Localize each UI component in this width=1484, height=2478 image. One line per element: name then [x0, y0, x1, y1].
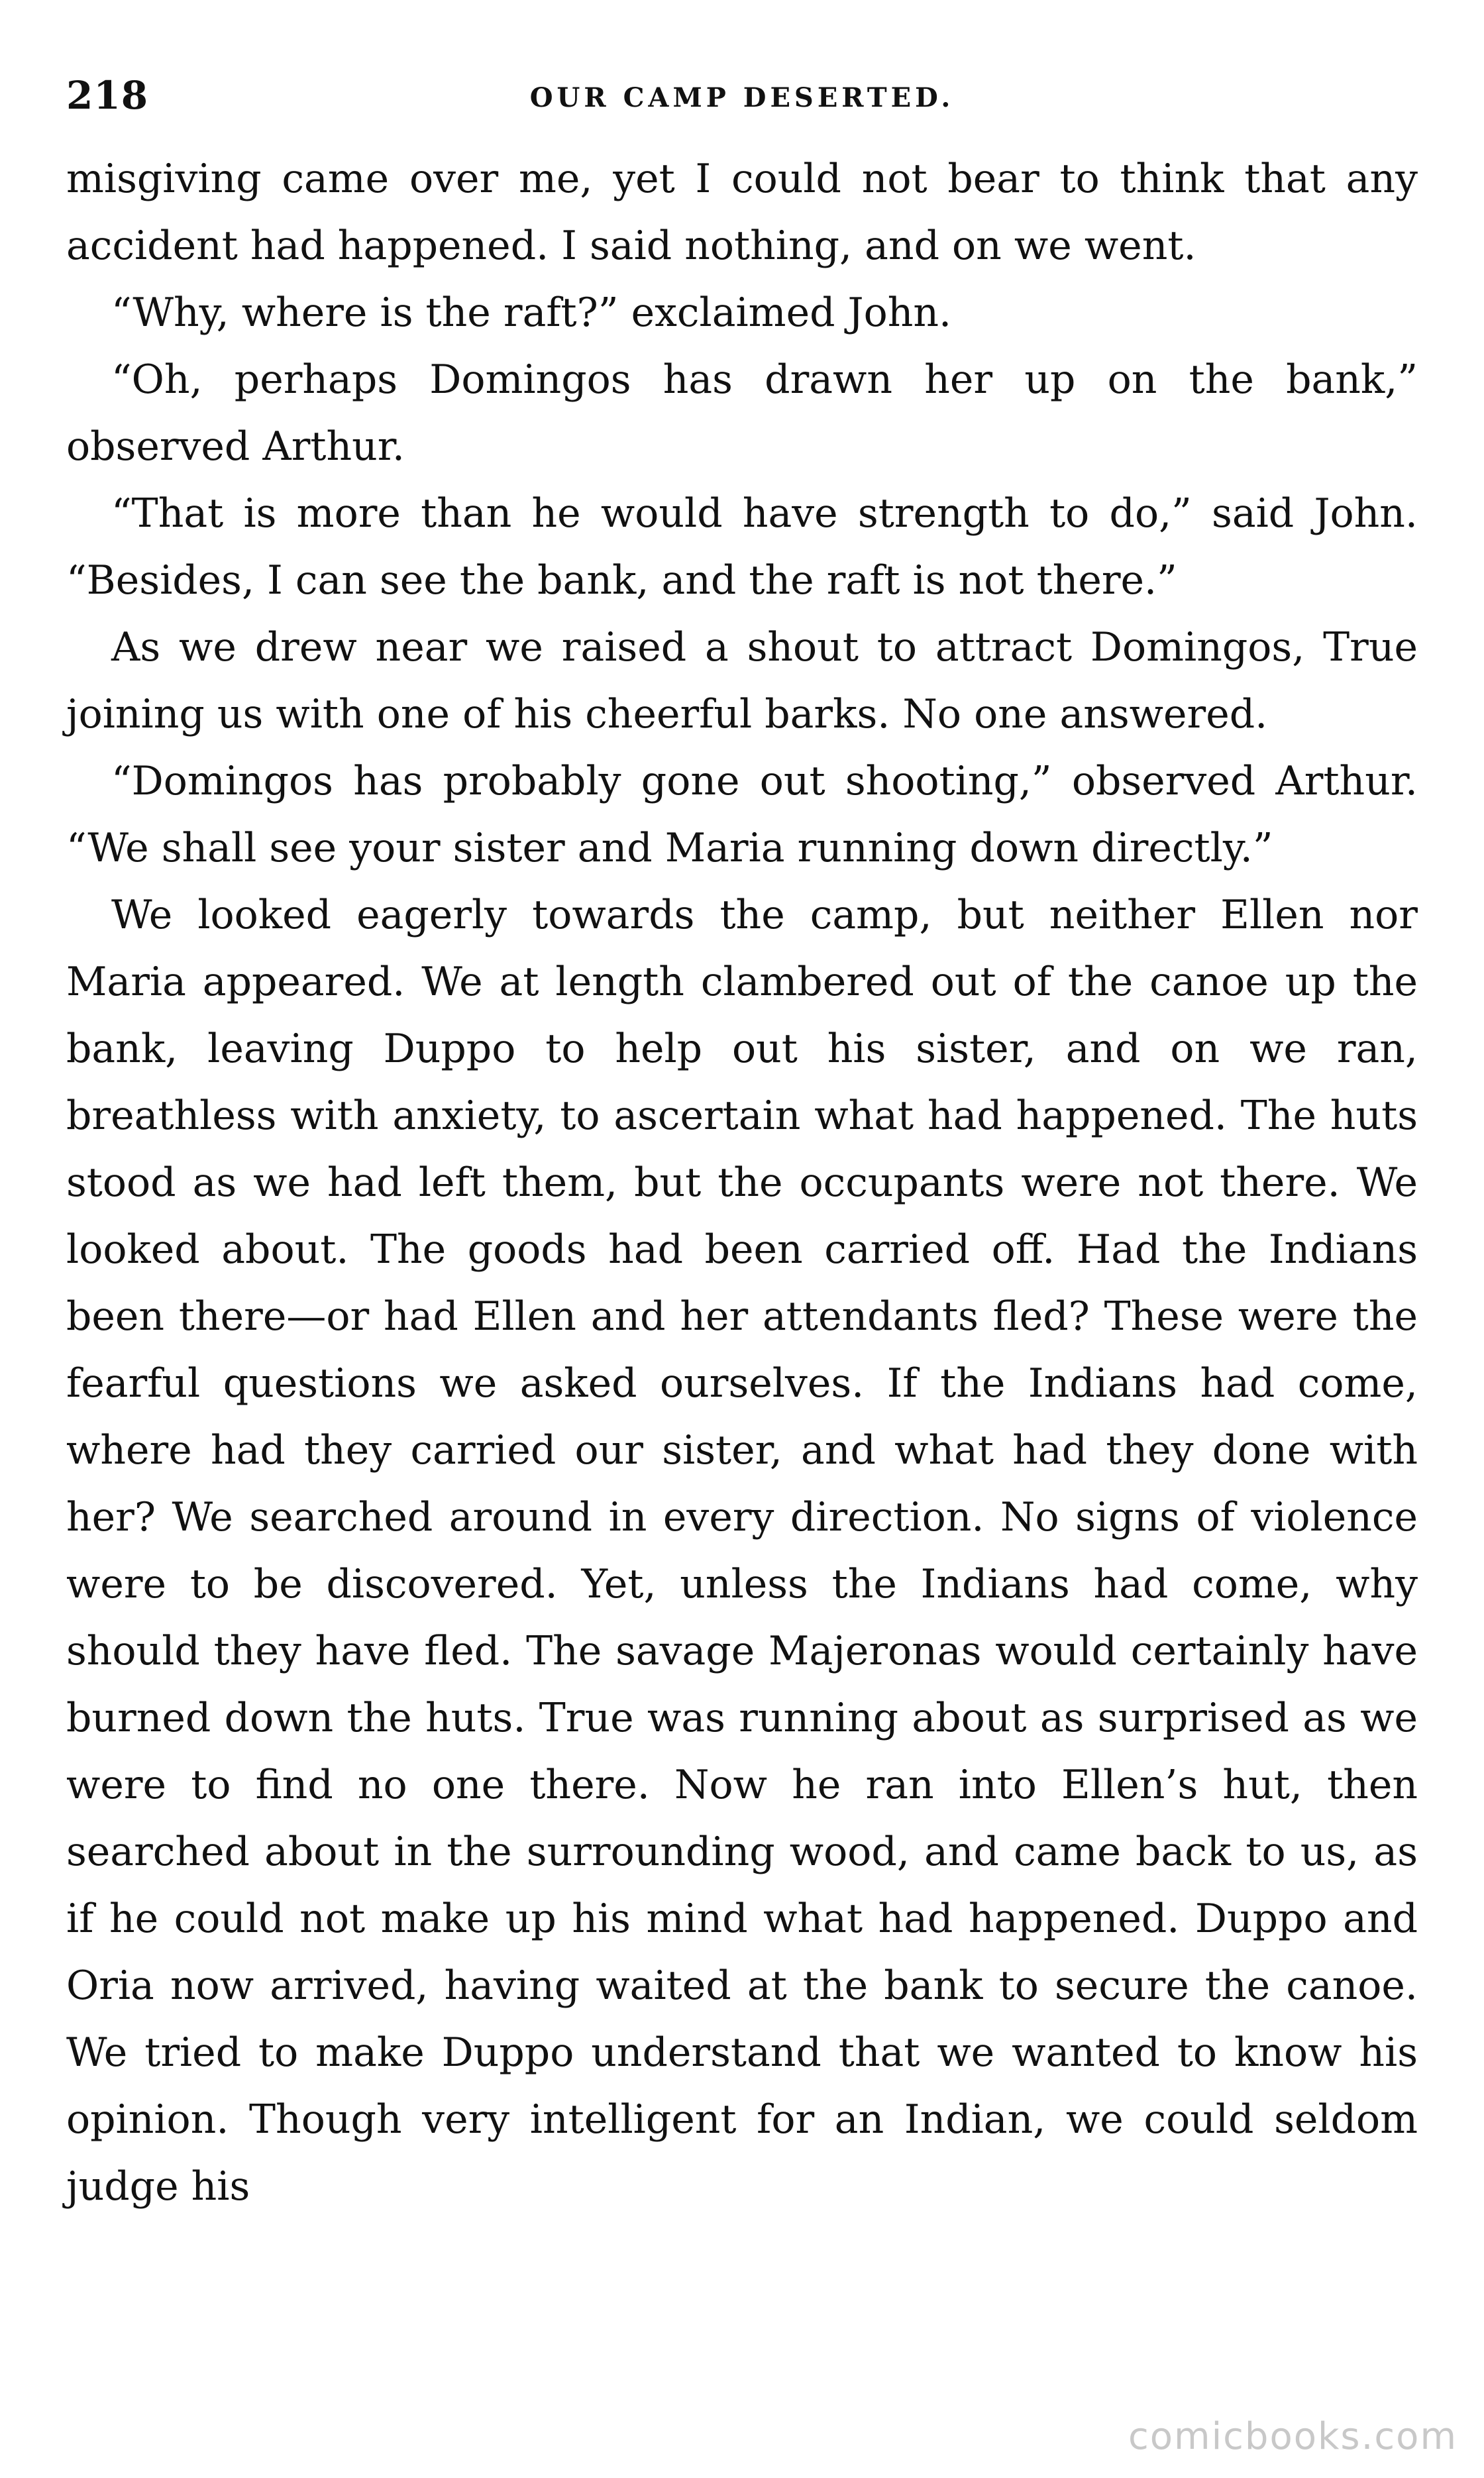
page-header	[66, 60, 1418, 146]
paragraph: As we drew near we raised a shout to attract Domingos, True joining us with one of his cheerful barks. No one answered.	[66, 624, 1418, 737]
body-text	[66, 146, 1418, 2220]
paragraph: “Domingos has probably gone out shooting,” observed Arthur. “We shall see your sister and Maria running down directly.”	[66, 758, 1418, 871]
paragraph: “Oh, perhaps Domingos has drawn her up on the bank,” observed Arthur.	[66, 356, 1418, 470]
running-title: OUR CAMP DESERTED.	[529, 82, 955, 113]
paragraph: “That is more than he would have strength to do,” said John. “Besides, I can see the bank, and the raft is not there.”	[66, 490, 1418, 604]
paragraph-continued: misgiving came over me, yet I could not bear to think that any accident had happened. I said nothing, and on we went.	[66, 156, 1418, 269]
page-number: 218	[66, 73, 149, 118]
watermark: comicbooks.com	[1128, 2415, 1458, 2458]
paragraph: “Why, where is the raft?” exclaimed John.	[111, 290, 952, 336]
book-page	[66, 60, 1418, 2418]
paragraph: We looked eagerly towards the camp, but neither Ellen nor Maria appeared. We at length clambered out of the canoe up the bank, leaving Duppo to help out his sister, and on we ran, breathless with anxiety, to ascertain what had happened. The huts stood as we had left them, but the occupants were not there. We looked about. The goods had been carried off. Had the Indians been there—or had Ellen and her attendants fled? These were the fearful questions we asked ourselves. If the Indians had come, where had they carried our sister, and what had they done with her? We searched around in every direction. No signs of violence were to be discovered. Yet, unless the Indians had come, why should they have fled. The savage Majeronas would certainly have burned down the huts. True was running about as surprised as we were to find no one there. Now he ran into Ellen’s hut, then searched about in the surrounding wood, and came back to us, as if he could not make up his mind what had happened. Duppo and Oria now arrived, having waited at the bank to secure the canoe. We tried to make Duppo understand that we wanted to know his opinion. Though very intelligent for an Indian, we could seldom judge his	[66, 892, 1418, 2210]
